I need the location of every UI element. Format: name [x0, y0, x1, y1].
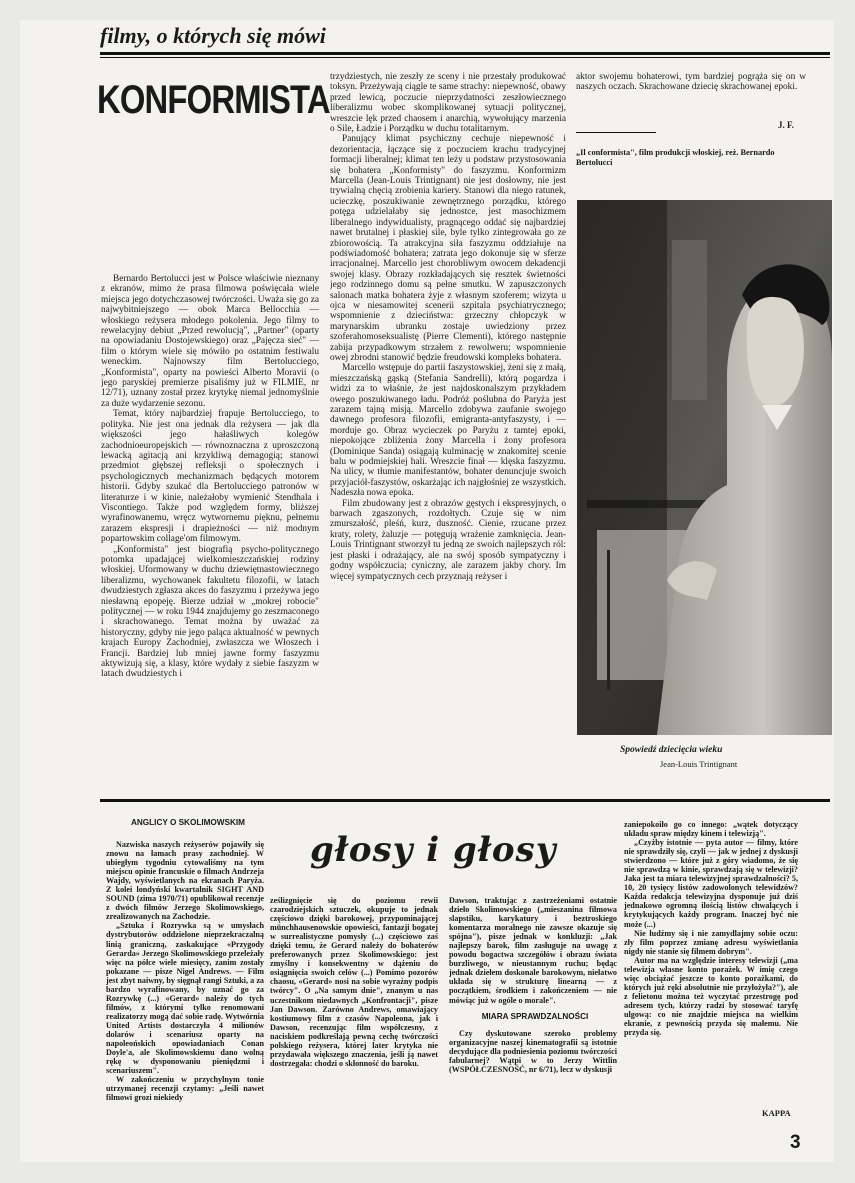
paragraph: „Konformista" jest biografią psycho-politycznego potomka upadającej wielkomieszczańskiej rodziny włoskiej. Uformowany w duchu dziewiętnastowiecznego liberalizmu, wychowanek fakultetu filozofii, w latach dwudziestych zgłasza akces do faszyzmu i przeżywa jego niesławną epopeję. Bierze udział w „mokrej robocie" politycznej — w roku 1944 znajdujemy go zeszmaconego i skrachowanego. Temat można by uważać za historyczny, gdyby nie jego paląca aktualność w pewnych krajach Europy Zachodniej, zwłaszcza we Włoszech i Francji. Bardziej lub mniej jawne formy faszyzmu aktywizują się, a klasy, które wydały z siebie faszyzm w latach dwudziestych i — [101, 544, 319, 680]
header-rule-thin — [100, 57, 830, 58]
main-column-3 — [576, 72, 806, 117]
film-still-photo — [577, 200, 832, 735]
paragraph: Nie łudźmy się i nie zamydlajmy sobie oczu: zły film poprzez zmianę adresu wyświetlania nigdy nie stanie się filmem dobrym". — [624, 928, 798, 956]
paragraph: Bernardo Bertolucci jest w Polsce właściwie nieznany z ekranów, mimo że prasa filmowa poświęcała wiele miejsca jego dotychczasowej twórczości. Uważa się go za najwybitniejszego — obok Marca Bellocchia — włoskiego reżysera młodego pokolenia. Jego filmy to rewelacyjny debiut „Przed rewolucją", „Partner" (oparty na opowiadaniu Dostojewskiego) oraz „Pajęcza sieć" — film o którym wiele się mówiło po ostatnim festiwalu weneckim. Najnowszy film Bertolucciego, „Konformista", oparty na powieści Alberto Moravii (o jego paryskiej premierze pisaliśmy już w FILMIE, nr 12/71), uznany został przez krytykę niemal jednomyślnie za duże wydarzenie sezonu. — [101, 274, 319, 409]
paragraph: Film zbudowany jest z obrazów gęstych i ekspresyjnych, o barwach zgaszonych, rozdołtych. Czuje się w nim zmurszałość, pleśń, kurz, duszność. Cienie, rzucane przez kraty, rolety, żaluzje — potęgują wrażenie zamknięcia. Jean-Louis Trintignant stworzył tu jedną ze swoich najlepszych ról: jest płaski i odrażający, ale na swój sposób sympatyczny i godny współczucia; cyniczny, ale zarazem jakby chory. Im więcej sympatycznych cech przyznają reżyser i — [330, 498, 566, 582]
header-rule — [100, 52, 830, 55]
paragraph: Temat, który najbardziej frapuje Bertolucciego, to polityka. Nie jest ona jednak dla reżysera — jak dla większości jego hałaśliwych kolegów zachodnioeuropejskich — równoznaczna z uproszczoną lewacką agitacją ani krzykliwą demagogią; stanowi przedmiot głębszej refleksji o społecznych i psychologicznych mechanizmach będących motorem historii. Gdyby szukać dla Bertolucciego patronów w literaturze i w kinie, należałoby wymienić Stendhala i Viscontiego. Także pod względem formy, bliższej wyrafinowanemu, wręcz wytwornemu pięknu, pełnemu zarazem ekspresji i drapieżności — niż modnym popartowskim collage'om filmowym. — [101, 409, 319, 545]
section-header: filmy, o których się mówi — [100, 23, 326, 48]
glosy-title: głosy i głosy — [310, 830, 557, 870]
bottom-section-rule — [100, 799, 830, 802]
bottom-column-2 — [270, 896, 438, 1126]
film-credit: „Il conformista", film produkcji włoskiej, reż. Bernardo Bertolucci — [576, 148, 775, 167]
paragraph: Panujący klimat psychiczny cechuje niepewność i dezorientacja, łączące się z poczuciem krachu tradycyjnej formacji liberalnej; klimat ten leży u podstaw przystosowania się bohatera „Konformisty" do faszyzmu. Konformizm Marcella (Jean-Louis Trintignant) nie jest dosłowny, nie jest trywialną chęcią zrobienia kariery. Stanowi dla niego ratunek, ucieczkę, poszukiwanie zewnętrznego porządku, którego potęga udzielałaby się jednostce, jest masochizmem liberalnego indywidualisty, pragnącego oddać się najbardziej nawet brutalnej i płaskiej sile, byle tylko zintegrowała go ze zbiorowością. Ta atrakcyjna siła faszyzmu oddziałuje na podświadomość bohatera; zatrata jego dokonuje się w sferze irracjonalnej. Marcello jest chorobliwym owocem dekadencji swojej klasy. Obrazy rozkładających się resztek świetności jego rodzinnego domu są pełne smutku. W zapuszczonych salonach matka bohatera żyje z własnym szoferem; wizyta u ojca w niesamowitej scenerii szpitala psychiatrycznego; wspomnienie z dzieciństwa: grzeczny chłopczyk w marynarskim ubranku zostaje uwiedziony przez szoferahomoseksualistę (Pierre Clementi), którego następnie zabija przypadkowym strzałem z rewolweru; wspomnienie owej zbrodni stanowić będzie freudowski kompleks bohatera. — [330, 134, 566, 363]
article-title: KONFORMISTA — [97, 78, 330, 122]
bottom-column-3 — [449, 896, 617, 1006]
bottom-signature: KAPPA — [762, 1108, 791, 1118]
paragraph: aktor swojemu bohaterowi, tym bardziej pogrąża się on w naszych oczach. Skrachowane dziecię skrachowanej epoki. — [576, 72, 806, 93]
article-heading: ANGLICY O SKOLIMOWSKIM — [130, 818, 246, 827]
bottom-column-3b — [449, 1029, 617, 1126]
paragraph: Autor ma na względzie interesy telewizji („ma telewizja własne konto porażek. W imię czego więc obciążać jeszcze to konto porażkami, do których już ręki absolutnie nie przyłożyła?"), ale z felietonu można też wyczytać przestrogę pod adresem tych, którzy radzi by stosować taryfę ulgową: co nie znajdzie miejsca na wielkim ekranie, z pewnością przyda się małemu. Nie przyda się. — [624, 955, 798, 1038]
paragraph: „Sztuka i Rozrywka są w umysłach dystrybutorów oddzielone nieprzekraczalną linią graniczną, zaskakujące «Przygody Gerarda» Jerzego Skolimowskiego przeleżały więc na półce wiele miesięcy, zanim zostały pokazane — pisze Nigel Andrews. — Film jest zbyt naiwny, by sięgnął rangi Sztuki, a za bardzo wyrafinowany, by uznać go za Rozrywkę (...) «Gerard» należy do tych filmów, z którymi tylko renomowani realizatorzy mogą dać sobie radę. Wytwórnia United Artists dostarczyła 4 milionów dolarów i scenariusz oparty na napoleońskich opowiadaniach Conan Doyle'a, ale Skolimowskiemu dano wolną rękę w dysponowaniu pieniędzmi i scenariuszem". — [106, 921, 264, 1076]
paragraph: trzydziestych, nie zeszły ze sceny i nie przestały produkować toksyn. Przeżywają ciągle te same strachy: niepewność, obawy przed lewicą, poczucie nieprzydatności zeszłowiecznego liberalizmu wobec skomplikowanej sytuacji politycznej, wreszcie lęk przed chaosem i anarchią, wywołujący marzenia o Sile, Ładzie i Porządku w duchu totalitarnym. — [330, 72, 566, 135]
magazine-page — [20, 20, 834, 1162]
signature: J. F. — [778, 120, 794, 130]
bottom-column-4 — [624, 820, 798, 1105]
paragraph: „Czyżby istotnie — pyta autor — filmy, które nie sprawdziły się, czyli — jak w jednej z dyskusji stwierdzono — które już z góry wiadomo, że się nie sprawdzą w kinie, sprawdzają się w telewizji? Jaka jest ta miara telewizyjnej sprawdzalności? 5, 10, 20 tysięcy listów zadowolonych telewidzów? Każda redakcja telewizyjna dysponuje już dziś jednakowo ogromną ilością listów chwalących i krytykujących każdy program. Inaczej być nie może (...) — [624, 838, 798, 929]
paragraph: zaniepokoiło go co innego: „wątek dotyczący układu spraw między kinem i telewizją". — [624, 820, 798, 839]
main-column-2 — [330, 72, 566, 792]
page-number: 3 — [790, 1132, 801, 1153]
bottom-column-1 — [106, 840, 264, 1126]
paragraph: Czy dyskutowane szeroko problemy organizacyjne naszej kinematografii są istotnie decydujące dla podniesienia poziomu twórczości fabularnej? Wątpi w to Jerzy Wittlin (WSPÓŁCZESNOŚĆ, nr 6/71), lecz w dyskusji — [449, 1029, 617, 1075]
paragraph: Marcello wstępuje do partii faszystowskiej, żeni się z małą, mieszczańską gąską (Stefania Sandrelli), którą pogardza i widzi za to właśnie, że jest najdoskonalszym przykładem owego poszukiwanego ładu. Podróż poślubna do Paryża jest zarazem tajną misją. Marcello zdobywa zaufanie swojego dawnego profesora filozofii, emigranta-antyfaszysty, i — morduje go. Obraz wycieczek po Paryżu z tamtej epoki, niepokojące zbliżenia żony Marcella i żony profesora (Dominique Sanda) osiągają kulminację w znakomitej scenie balu w podmiejskiej hali. Wreszcie finał — klęska faszyzmu. Na ulicy, w tłumie manifestantów, bohater denuncjuje swoich przyjaciół-faszystów, oskarżając ich najgłośniej ze wszystkich. Nadeszła nowa epoka. — [330, 363, 566, 499]
paragraph: W zakończeniu w przychylnym tonie utrzymanej recenzji czytamy: „Jeśli nawet filmowi grozi niekiedy — [106, 1075, 264, 1103]
photo-caption-actor: Jean-Louis Trintignant — [660, 759, 738, 769]
paragraph: Dawson, traktując z zastrzeżeniami ostatnie dzieło Skolimowskiego („mieszanina filmowa slapstiku, karykatury i beztroskiego komentarza moralnego nie zawsze okazuje się spójna"), pisze jednak w konkluzji: „Jak najlepszy barok, film zasługuje na uwagę z powodu bogactwa szczegółów i obrazu świata burzliwego, w nieustannym ruchu; będąc jednak dziełem doskonale barokowym, niełatwo układa się w strukturę linearną — z początkiem, środkiem i zakończeniem — nie mówiąc już w ogóle o morale". — [449, 896, 617, 1005]
article-heading: MIARA SPRAWDZALNOŚCI — [481, 1012, 589, 1021]
photo-caption: Spowiedź dziecięcia wieku — [620, 745, 723, 755]
credit-rule — [576, 132, 656, 133]
paragraph: ześlizgnięcie się do poziomu rewii czarodziejskich sztuczek, okupuje to jednak częściowo dzięki barokowej, przypominającej münchhausenowskie opowieści, fantazji bogatej w surrealistyczne pomysły (...) częściowo zaś dzięki temu, że Gerard należy do bohaterów preferowanych przez Skolimowskiego: jest zmyślny i konsekwentny w dążeniu do osiągnięcia swoich celów (...) Pomimo pozorów chaosu, «Gerard» nosi na sobie wyraźny podpis twórcy". O „Na samym dnie", znanym u nas uczestnikom niedawnych „Konfrontacji", pisze Jan Dawson. Zarówno Andrews, omawiający kostiumowy film z czasów Napoleona, jak i Dawson, recenzując film współczesny, z naciskiem podkreślają pewną cechę twórczości polskiego reżysera, której later krytyka nie przydawała większego znaczenia, jeśli ją nawet dostrzegała: chodzi o skłonność do baroku. — [270, 896, 438, 1068]
film-still-image — [577, 200, 832, 735]
paragraph: Nazwiska naszych reżyserów pojawiły się znowu na łamach prasy zachodniej. W ubiegłym tygodniu cytowaliśmy na tym miejscu opinie francuskie o filmach Andrzeja Wajdy, wyświetlanych na ekranach Paryża. Z kolei londyński kwartalnik SIGHT AND SOUND (zima 1970/71) opublikował recenzje z dwóch filmów Jerzego Skolimowskiego, zrealizowanych na Zachodzie. — [106, 840, 264, 922]
